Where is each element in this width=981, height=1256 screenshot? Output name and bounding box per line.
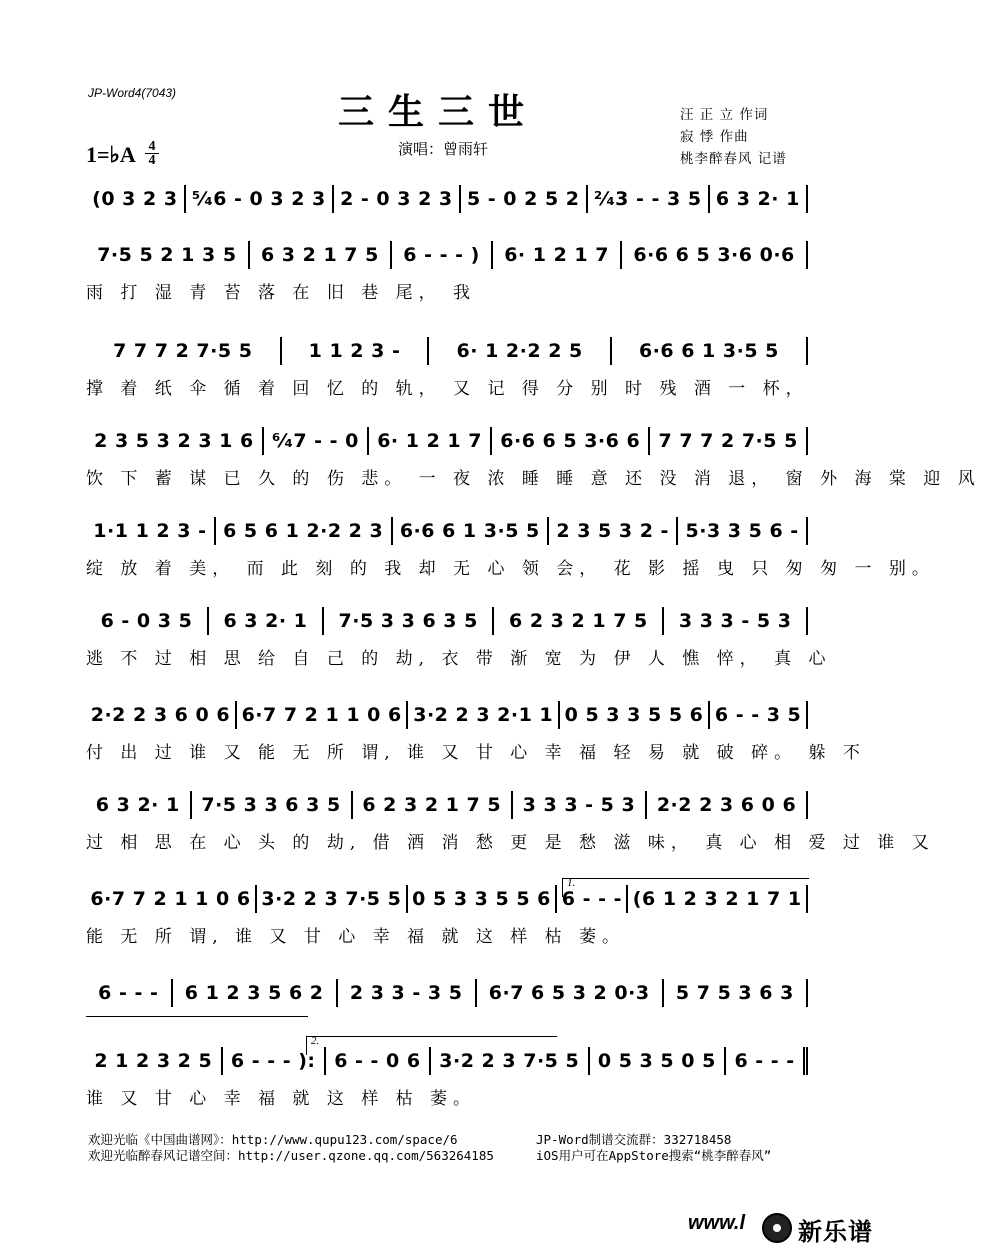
- lyric-line: 谁 又 甘 心 幸 福 就 这 样 枯 萎。: [86, 1089, 477, 1109]
- measure: 2 - 0 3 2 3: [334, 185, 461, 213]
- time-signature: [145, 140, 159, 167]
- measure: 1 1 2 3 -: [282, 337, 430, 365]
- credits: [680, 104, 787, 170]
- measure: 2 3 5 3 2 3 1 6: [86, 427, 264, 455]
- measure: 6 3 2 1 7 5: [250, 241, 392, 269]
- measure: 7 7 7 2 7·5 5: [650, 427, 808, 455]
- measure: 1·1 1 2 3 -: [86, 517, 216, 545]
- composer: 寂 悸 作曲: [680, 129, 749, 145]
- measure: 7·5 3 3 6 3 5: [324, 607, 494, 635]
- software-version: JP-Word4(7043): [88, 86, 177, 100]
- lyric-line: 逃 不 过 相 思 给 自 己 的 劫, 衣 带 渐 宽 为 伊 人 憔 悴， 真 心: [86, 649, 832, 669]
- notation-line: [86, 516, 808, 546]
- brand-url: www.l: [688, 1212, 746, 1234]
- measure: ⁵⁄₄6 - 0 3 2 3: [186, 185, 334, 213]
- measure: 5·3 3 5 6 -: [678, 517, 808, 545]
- footer-line-1: 欢迎光临《中国曲谱网》：http://www.qupu123.com/space/6: [88, 1132, 458, 1147]
- measure: 2·2 2 3 6 0 6: [86, 701, 237, 729]
- measure: 2·2 2 3 6 0 6: [647, 791, 808, 819]
- measure: 6· 1 2 1 7: [369, 427, 492, 455]
- measure: (0 3 2 3: [86, 185, 186, 213]
- measure: ²⁄₄3 - - 3 5: [588, 185, 710, 213]
- notation-line: [86, 184, 808, 214]
- measure: 6 - - 3 5: [710, 701, 808, 729]
- measure: 5 7 5 3 6 3: [664, 979, 808, 1007]
- measure: 6 2 3 2 1 7 5: [494, 607, 664, 635]
- lyricist: 汪 正 立 作词: [680, 107, 769, 123]
- measure: 6 - - -: [557, 885, 628, 913]
- measure: 6·6 6 1 3·5 5: [393, 517, 550, 545]
- measure: 6· 1 2·2 2 5: [429, 337, 611, 365]
- volta-second: [306, 1036, 557, 1055]
- measure: 3·2 2 3 7·5 5: [257, 885, 408, 913]
- measure: 6·6 6 5 3·6 6: [492, 427, 650, 455]
- time-signature-bottom: 4: [145, 153, 159, 167]
- measure: 6·6 6 5 3·6 0·6: [622, 241, 808, 269]
- measure: 6 - 0 3 5: [86, 607, 209, 635]
- measure: 6 1 2 3 5 6 2: [173, 979, 338, 1007]
- key-signature: 1=♭A: [86, 142, 136, 167]
- footer-links: [88, 1132, 494, 1164]
- footer-info: [536, 1132, 771, 1164]
- notation-line: [86, 978, 808, 1008]
- measure: 6·7 6 5 3 2 0·3: [477, 979, 664, 1007]
- notation-line: [86, 606, 808, 636]
- footer-group: JP-Word制谱交流群：332718458: [536, 1132, 732, 1147]
- measure: 0 5 3 3 5 5 6: [560, 701, 710, 729]
- notation-line: [86, 426, 808, 456]
- measure: 6 - - -: [86, 979, 173, 1007]
- measure: 6 3 2· 1: [86, 791, 192, 819]
- measure: 6 - - - ): [392, 241, 493, 269]
- notation-line: [86, 790, 808, 820]
- measure: ⁶⁄₄7 - - 0: [264, 427, 369, 455]
- volta-first-label: 1.: [567, 877, 576, 889]
- notation-line: [86, 700, 808, 730]
- brand-name: 新乐谱: [798, 1218, 873, 1246]
- measure: 7 7 7 2 7·5 5: [86, 337, 282, 365]
- measure: 3 3 3 - 5 3: [664, 607, 808, 635]
- measure: 7·5 5 2 1 3 5: [86, 241, 250, 269]
- measure: 6 3 2· 1: [710, 185, 808, 213]
- song-title: 三生三世: [338, 91, 539, 133]
- measure: (6 1 2 3 2 1 7 1: [628, 885, 808, 913]
- measure: 6·7 7 2 1 1 0 6: [86, 885, 257, 913]
- measure: 6·6 6 1 3·5 5: [612, 337, 808, 365]
- notation-line: [86, 240, 808, 270]
- lyric-line: 撑 着 纸 伞 循 着 回 忆 的 轨， 又 记 得 分 别 时 残 酒 一 杯，: [86, 379, 809, 399]
- singer: 演唱：曾雨轩: [398, 140, 489, 158]
- volta-second-label: 2.: [311, 1035, 320, 1047]
- time-signature-top: 4: [148, 139, 156, 154]
- transcriber: 桃李醉春风 记谱: [680, 151, 787, 167]
- measure: 3·2 2 3 7·5 5: [431, 1047, 590, 1075]
- measure: 2 3 3 - 3 5: [338, 979, 477, 1007]
- lyric-line: 饮 下 蓄 谋 已 久 的 伤 悲。 一 夜 浓 睡 睡 意 还 没 消 退， 窗 外 海 棠 迎 风: [86, 469, 981, 489]
- record-logo-icon: [762, 1213, 792, 1243]
- measure: 2 1 2 3 2 5: [86, 1047, 223, 1075]
- footer-ios: iOS用户可在AppStore搜索“桃李醉春风”: [536, 1148, 772, 1163]
- measure: 6 2 3 2 1 7 5: [353, 791, 513, 819]
- measure: 2 3 5 3 2 -: [549, 517, 678, 545]
- measure: 6 - - 0 6: [326, 1047, 431, 1075]
- measure: 5 - 0 2 5 2: [461, 185, 588, 213]
- lyric-line: 绽 放 着 美， 而 此 刻 的 我 却 无 心 领 会， 花 影 摇 曳 只 匆 匆 一 别。: [86, 559, 935, 579]
- footer-line-2: 欢迎光临醉春风记谱空间：http://user.qzone.qq.com/563264185: [88, 1148, 494, 1163]
- staff-line: [86, 1016, 308, 1017]
- measure: 6 3 2· 1: [209, 607, 324, 635]
- measure: 6 - - - ):: [223, 1047, 326, 1075]
- measure: 3 3 3 - 5 3: [513, 791, 647, 819]
- lyric-line: 付 出 过 谁 又 能 无 所 谓, 谁 又 甘 心 幸 福 轻 易 就 破 碎。 躲 不: [86, 743, 866, 763]
- measure: 3·2 2 3 2·1 1: [408, 701, 559, 729]
- measure: 6· 1 2 1 7: [493, 241, 622, 269]
- measure: 7·5 3 3 6 3 5: [192, 791, 353, 819]
- measure: 0 5 3 5 0 5: [590, 1047, 727, 1075]
- measure: 6 5 6 1 2·2 2 3: [216, 517, 393, 545]
- lyric-line: 雨 打 湿 青 苔 落 在 旧 巷 尾， 我: [86, 283, 477, 303]
- lyric-line: 能 无 所 谓, 谁 又 甘 心 幸 福 就 这 样 枯 萎。: [86, 927, 626, 947]
- measure: 6 - - -: [726, 1047, 808, 1075]
- measure: 0 5 3 3 5 5 6: [408, 885, 558, 913]
- volta-first: [562, 878, 809, 897]
- measure: 6·7 7 2 1 1 0 6: [237, 701, 409, 729]
- lyric-line: 过 相 思 在 心 头 的 劫, 借 酒 消 愁 更 是 愁 滋 味， 真 心 相 爱 过 谁 又: [86, 833, 935, 853]
- notation-line: [86, 336, 808, 366]
